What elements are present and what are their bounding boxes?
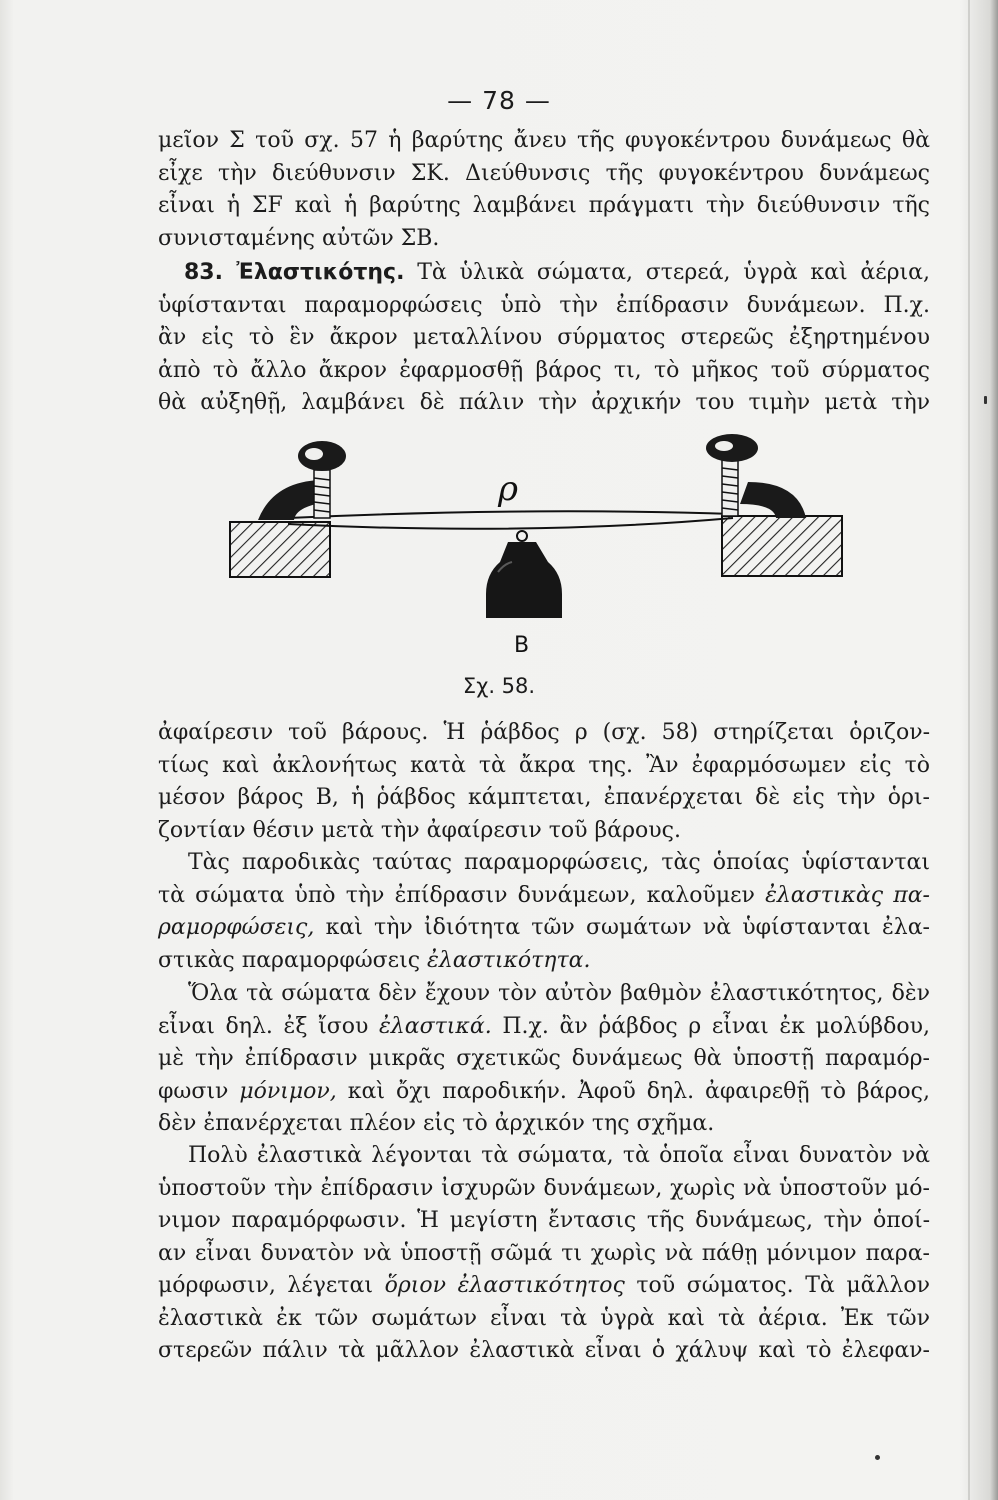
section-first-line-text: Τὰ ὑλικὰ σώματα, στερεά, ὑγρὰ καὶ ἀέρια,: [404, 260, 931, 285]
paragraph-top: [158, 125, 930, 255]
right-support: [722, 516, 842, 576]
figure-caption: Σχ. 58.: [462, 674, 536, 698]
section-heading: 83. Ἐλαστικότης.: [184, 260, 405, 285]
text-line: τίως καὶ ἀκλονήτως κατὰ τὰ ἄκρα της. Ἂν ἐφαρμόσωμεν εἰς τὸ: [158, 752, 930, 778]
text-line: στερεῶν πάλιν τὰ μᾶλλον ἐλαστικὰ εἶναι ὁ χάλυψ καὶ τὸ ἐλεφαν-: [158, 1338, 930, 1363]
section-first-line: [158, 257, 930, 290]
emphasis-term: ραμορφώσεις,: [158, 915, 315, 940]
section-elasticity: [158, 257, 930, 420]
page-number: — 78 —: [447, 86, 551, 115]
paragraph-4: [158, 1140, 930, 1368]
emphasis-term: ὅριον ἐλαστικότητος: [384, 1273, 625, 1298]
text-line: μεῖον Σ τοῦ σχ. 57 ἡ βαρύτης ἄνευ τῆς φυγοκέντρου δυνάμεως θὰ: [158, 128, 930, 153]
text-line: νιμον παραμόρφωσιν. Ἡ μεγίστη ἔντασις τῆς δυνάμεως, τὴν ὁποί-: [158, 1208, 930, 1233]
text-line: εἶναι ἡ ΣF καὶ ἡ βαρύτης λαμβάνει πράγματι τὴν διεύθυνσιν τῆς: [158, 193, 930, 218]
elastic-rod: [288, 511, 733, 529]
right-clamp: [706, 434, 806, 518]
text-line: θὰ αὐξηθῇ, λαμβάνει δὲ πάλιν τὴν ἀρχικήν του τιμὴν μετὰ τὴν: [158, 390, 930, 415]
text-line: συνισταμένης αὐτῶν ΣΒ.: [158, 225, 440, 251]
text-line: Ὅλα τὰ σώματα δὲν ἔχουν τὸν αὐτὸν βαθμὸν ἐλαστικότητος, δὲν: [188, 981, 930, 1006]
text-line: Πολὺ ἐλαστικὰ λέγονται τὰ σώματα, τὰ ὁποῖα εἶναι δυνατὸν νὰ: [188, 1143, 930, 1168]
text-line: εἶχε τὴν διεύθυνσιν ΣΚ. Διεύθυνσις τῆς φυγοκέντρου δυνάμεως: [158, 160, 930, 186]
scan-speck: [875, 1455, 880, 1460]
text-run: καὶ ὄχι παροδικήν. Ἀφοῦ δηλ. ἀφαιρεθῇ τὸ βάρος,: [336, 1078, 930, 1104]
text-run: εἶναι δηλ. ἐξ ἴσου: [158, 1013, 379, 1039]
text-line: μέσον βάρος Β, ἡ ῥάβδος κάμπτεται, ἐπανέρχεται δὲ εἰς τὴν ὁρι-: [158, 785, 930, 810]
text-run: καὶ τὴν ἰδιότητα τῶν σωμάτων νὰ ὑφίστανται ἐλα-: [314, 915, 930, 940]
text-line: δὲν ἐπανέρχεται πλέον εἰς τὸ ἀρχικόν της σχῆμα.: [158, 1111, 715, 1136]
emphasis-term: ἐλαστικά.: [378, 1013, 492, 1039]
page-edge: [968, 0, 970, 1500]
text-run: τοῦ σώματος. Τὰ μᾶλλον: [624, 1273, 930, 1298]
text-line: [158, 1270, 930, 1303]
text-line: Τὰς παροδικὰς ταύτας παραμορφώσεις, τὰς ὁποίας ὑφίστανται: [188, 850, 930, 875]
text-run: φωσιν: [158, 1078, 240, 1104]
text-line: ἀφαίρεσιν τοῦ βάρους. Ἡ ῥάβδος ρ (σχ. 58) στηρίζεται ὁριζον-: [158, 720, 930, 745]
paragraph-2: [158, 847, 930, 977]
figure-58-illustration: [228, 432, 848, 662]
emphasis-term: ἐλαστικότητα.: [427, 947, 591, 973]
left-clamp: [258, 441, 346, 520]
weight: [486, 531, 562, 618]
text-line: ἐλαστικὰ ἐκ τῶν σωμάτων εἶναι τὰ ὑγρὰ καὶ τὰ ἀέρια. Ἐκ τῶν: [158, 1305, 930, 1331]
text-line: ὑφίστανται παραμορφώσεις ὑπὸ τὴν ἐπίδρασιν δυνάμεων. Π.χ.: [158, 292, 930, 318]
text-line: αν εἶναι δυνατὸν νὰ ὑποστῇ σῶμά τι χωρὶς νὰ πάθῃ μόνιμον παρα-: [158, 1240, 930, 1266]
emphasis-term: μόνιμον,: [239, 1078, 337, 1104]
paragraph-after-figure: [158, 717, 930, 847]
text-run: μόρφωσιν, λέγεται: [158, 1273, 385, 1298]
text-run: Π.χ. ἂν ῥάβδος ρ εἶναι ἐκ μολύβδου,: [491, 1013, 931, 1039]
text-line: [158, 1011, 930, 1044]
text-run: τὰ σώματα ὑπὸ τὴν ἐπίδρασιν δυνάμεων, καλοῦμεν: [158, 882, 766, 908]
text-line: [158, 1076, 930, 1109]
text-line: ἀπὸ τὸ ἄλλο ἄκρον ἐφαρμοσθῇ βάρος τι, τὸ μῆκος τοῦ σύρματος: [158, 357, 930, 383]
text-line: [158, 945, 930, 978]
text-line: ζοντίαν θέσιν μετὰ τὴν ἀφαίρεσιν τοῦ βάρους.: [158, 817, 681, 843]
left-support: [230, 522, 330, 577]
emphasis-term: ἐλαστικὰς πα-: [765, 882, 930, 908]
text-line: ὑποστοῦν τὴν ἐπίδρασιν ἰσχυρῶν δυνάμεων, χωρὶς νὰ ὑποστοῦν μό-: [158, 1175, 930, 1201]
rod-label: ρ: [498, 469, 518, 509]
text-line: [158, 880, 930, 913]
paragraph-3: [158, 978, 930, 1141]
text-line: μὲ τὴν ἐπίδρασιν μικρᾶς σχετικῶς δυνάμεως θὰ ὑποστῇ παραμόρ-: [158, 1046, 930, 1071]
weight-label: B: [514, 633, 530, 658]
text-line: [158, 912, 930, 945]
text-run: στικὰς παραμορφώσεις: [158, 947, 428, 973]
scan-speck: [984, 396, 987, 404]
text-line: ἂν εἰς τὸ ἓν ἄκρον μεταλλίνου σύρματος στερεῶς ἐξηρτημένου: [158, 325, 930, 350]
